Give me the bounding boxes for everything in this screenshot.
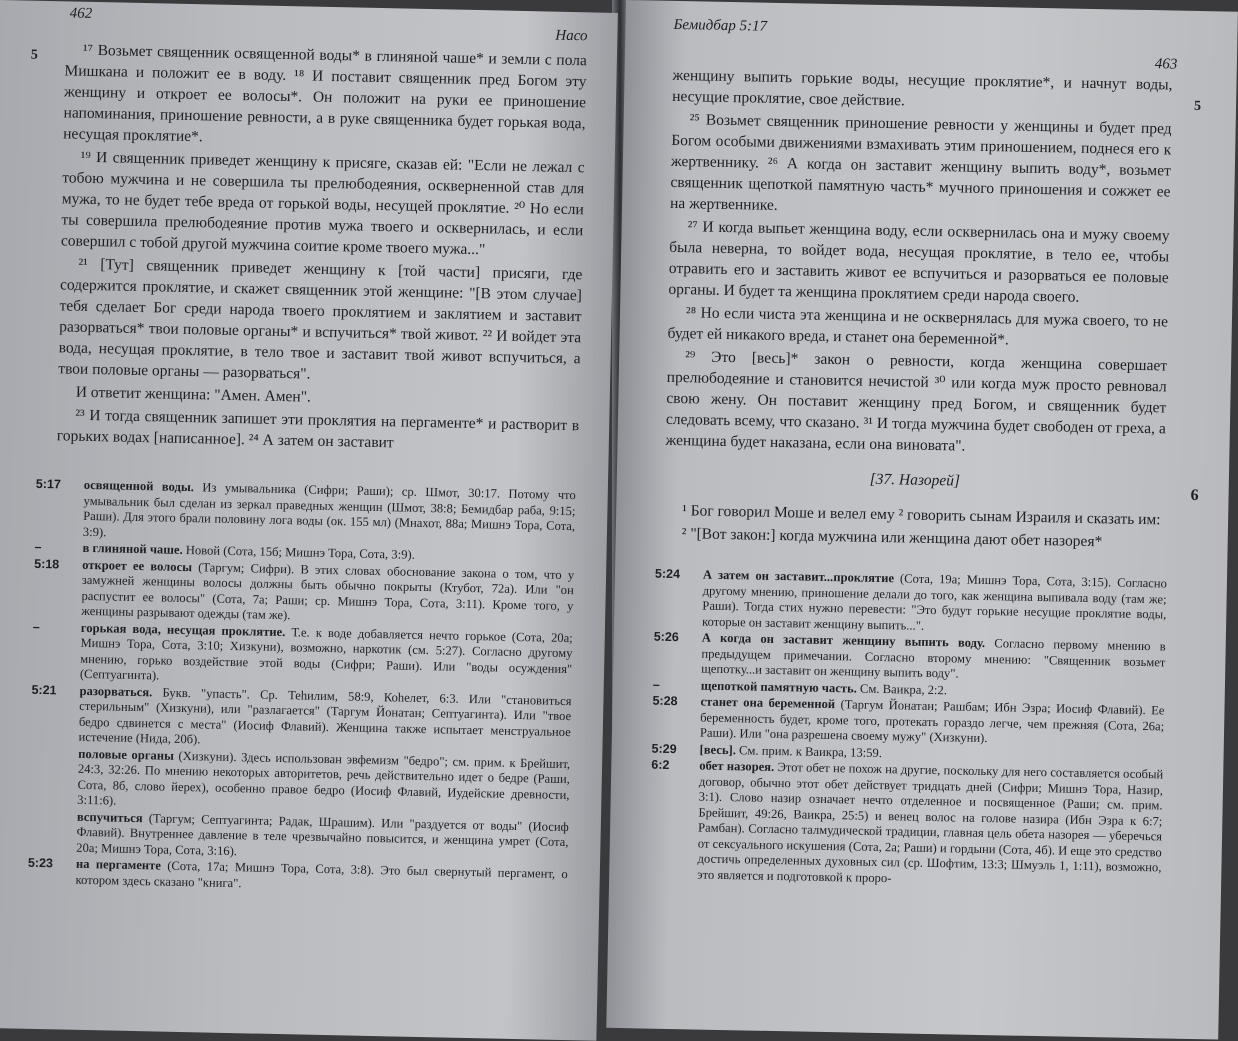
- left-margin-number: 5: [30, 47, 39, 63]
- footnote: 5:23 на пергаменте (Сота, 17а; Мишнэ Тора, Сота, 3:8). Это был свернутый пергамент, о котором здесь сказано "книга".: [27, 855, 568, 890]
- footnote: 5:29 [весь]. См. прим. к Ваикра, 13:59.: [651, 741, 883, 760]
- section-title: [37. Назорей]: [869, 470, 961, 490]
- footnote: – горькая вода, несущая проклятие. Т.е. к воде добавляется нечто горькое (Сота, 20а; Мишнэ Тора, Сота, 3:10; Хизкуни), возможно, наркотик (см. 5:27). Согласно другому мнению, горько воздействие этой воды (Сифри; Раши). Или "воды осуждения" (Септуагинта).: [32, 619, 573, 683]
- footnote: вспучиться (Таргум; Септуагинта; Радак, Шрашим). Или "раздуется от воды" (Иосиф Флавий). Внутреннее давление в теле чрезвычайно повысится, и женщина умрет (Сота, 20а; Мишнэ Тора, Сота, 3:16).: [76, 809, 569, 858]
- right-margin-number-6: 6: [1190, 486, 1199, 505]
- footnote: 5:17 освященной воды. Из умывальника (Сифри; Раши); ср. Шмот, 30:17. Потому что умывальник был сделан из зеркал праведных женщин (Шмот, 38:8; Бемидбар раба, 9:15; Раши). Для этого брали половину лога воды (ок. 155 мл) (Мнахот, 88а; Мишнэ Тора, Сота, 3:9).: [35, 476, 576, 539]
- right-paragraph: ²⁷ И когда выпьет женщина воду, если осквернилась она и мужу своему была неверна, то войдет вода, несущая проклятие, в тело ее, чтобы отравить его и заставить живот ее вспучиться и разорваться ее половые органы. И будет та женщина проклятием среди народа своего.: [668, 218, 1170, 306]
- left-folio: 462: [69, 5, 93, 22]
- left-running-head: Насо: [555, 27, 588, 45]
- left-paragraph: ¹⁷ Возьмет священник освященной воды* в глиняной чаше* и земли с пола Мишкана и положит ее в воду. ¹⁸ И поставит священник пред Богом эту женщину и откроет ее волосы*. Он положит на руки ее приношение напоминания, приношение ревности, а в руке священника будет горькая вода, несущая проклятие*.: [63, 41, 588, 146]
- right-running-head: Бемидбар 5:17: [673, 16, 768, 35]
- footnote: 5:18 откроет ее волосы (Таргум; Сифри). В этих словах обоснование закона о том, что у замужней женщины волосы должны быть обычно покрыты (Ктубот, 72а). Или "он распустит ее волосы" (Сота, 7а; Раши; ср. Мишнэ Тора, Сота, 3:11). Кроме того, у женщины разрывают одежды (там же).: [34, 556, 575, 623]
- left-footnotes: [27, 477, 575, 899]
- right-margin-number-5: 5: [1193, 98, 1202, 115]
- left-main-text: [57, 39, 587, 459]
- left-paragraph: ²¹ [Тут] священник приведет женщину к [той части] присяги, где содержится проклятие, и скажет священник этой женщине: "[В этом случае] тебя сделает Бог среди народа твоего проклятием и заклятием и заставит разорваться* твои половые органы* и вспучиться* твой живот. ²² И войдет эта вода, несущая проклятие, в тело твое и заставит твой живот вспучиться, а твои половые органы — разорваться".: [58, 255, 583, 383]
- right-footnotes: [649, 567, 1167, 893]
- footnote: 5:26 А когда он заставит женщину выпить воду. Согласно первому мнению в предыдущем примечании. Согласно второму мнению: "Священник возьмет щепотку...и заставит он женщину выпить воду".: [653, 629, 1166, 681]
- left-paragraph: И ответит женщина: "Амен. Амен".: [75, 383, 312, 406]
- right-folio: 463: [1154, 56, 1178, 73]
- footnote: половые органы (Хизкуни). Здесь использован эвфемизм "бедро"; см. прим. к Брейшит, 24:3, 32:26. По мнению некоторых авторитетов, речь действительно идет о бедре (Раши, Сота, 8б, слово йерех), особенно правое бедро (Иосиф Флавий, Иудейские древности, 3:11:6).: [77, 746, 571, 808]
- footnote: 5:24 А затем он заставит...проклятие (Сота, 19а; Мишнэ Тора, Сота, 3:15). Согласно другому мнению, приношение делали до того, как женщина выпивала воду (там же; Раши). Тогда стих нужно перевести: "Это будут горькие несущие проклятие воды, которые он заставит женщину выпить...".: [654, 566, 1168, 633]
- right-paragraph: ² "[Вот закон:] когда мужчина или женщина дают обет назорея*: [681, 525, 1103, 551]
- right-paragraph: ²⁸ Но если чиста эта женщина и не осквернялась для мужа своего, то не будет ей никакого вреда, и станет она беременной*.: [667, 304, 1169, 349]
- footnote: – щепоткой памятную часть. См. Ваикра, 2:2.: [652, 677, 948, 697]
- left-page: [0, 0, 618, 1041]
- right-paragraph: женщину выпить горькие воды, несущие проклятие*, и начнут воды, несущие проклятие, свое действие.: [671, 66, 1173, 110]
- footnote: 5:28 станет она беременной (Таргум Йонатан; Рашбам; Ибн Эзра; Иосиф Флавий). Ее беременность будет, кроме того, протекать гораздо легче, чем прежняя (Сота, 26а; Раши). Или "она разрешена своему мужу" (Хизкуни).: [652, 693, 1165, 746]
- right-paragraph: ¹ Бог говорил Моше и велел ему ² говорить сынам Израиля и сказать им:: [682, 502, 1161, 529]
- footnote: 6:2 обет назорея. Этот обет не похож на другие, поскольку для него составляется особый договор, обычно этот обет действует тридцать дней (Сифри; Мишнэ Тора, Назир, 3:1). Слово назир означает нечто отделенное и посвященное (Раши; см. прим. Брейшит, 49:26, Ваикра, 25:5) и венец волос на голове назира (Ибн Эзра к 6:7; Рамбан). Согласно талмудической традиции, главная цель обета назорея — уберечься от сексуального искушения (Сота, 2а; Раши) и гордыни (Сота, 4б). И еще это средство достичь определенных духовных сил (ср. Шофтим, 13:3; Шмуэль 1, 1:11), возможно, это является и подготовкой к проро-: [651, 757, 1164, 885]
- left-paragraph: ²³ И тогда священник запишет эти проклятия на пергаменте* и растворит в горьких водах [написанное]. ²⁴ А затем он заставит: [56, 406, 580, 452]
- footnote: – в глиняной чаше. Новой (Сота, 15б; Мишнэ Тора, Сота, 3:9).: [34, 539, 415, 562]
- left-paragraph: ¹⁹ И священник приведет женщину к присяге, сказав ей: "Если не лежал с тобою мужчина и не совершила ты прелюбодеяния, оскверненной став для мужа, то не будет тебе вреда от горькой воды, несущей проклятие. ²⁰ Но если ты совершила прелюбодеяние против мужа твоего и осквернилась, и если совершил с тобой другой мужчина соитие кроме твоего мужа...": [60, 148, 585, 259]
- right-paragraph: ²⁵ Возьмет священник приношение ревности у женщины и будет пред Богом особыми движениями взмахивать этим приношением, поднеся его к жертвеннику. ²⁶ А когда он заставит женщину выпить воду*, возьмет священник щепоткой памятную часть* мучного приношения и сожжет ее на жертвеннике.: [669, 111, 1172, 214]
- right-paragraph: ²⁹ Это [весь]* закон о ревности, когда женщина совершает прелюбодеяние и становится нечистой ³⁰ или когда муж просто ревновал свою жену. Он поставит женщину пред Богом, и священник будет следовать всему, что сказано. ³¹ И тогда мужчина будет свободен от греха, а женщина будет наказана, если она виновата".: [665, 348, 1168, 455]
- right-page: [606, 0, 1238, 1040]
- right-main-text: [664, 65, 1173, 556]
- footnote: 5:21 разорваться. Букв. "упасть". Ср. Теhилим, 58:9, Коhелет, 6:3. Или "становиться стерильным" (Хизкуни), или "разлагается" (Таргум Йонатан; Септуагинта). Или "твое бедро сдвинется с места" (Иосиф Флавий). Женщина также испытает менструальное истечение (Нида, 20б).: [31, 682, 572, 747]
